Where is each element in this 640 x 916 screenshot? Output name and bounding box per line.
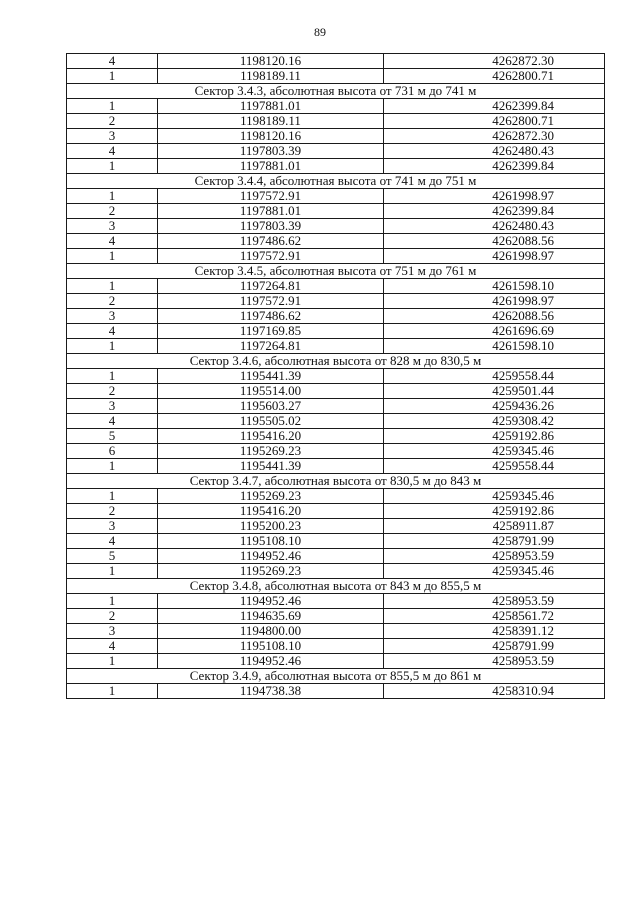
sector-header-row [67, 264, 605, 279]
sector-title: Сектор 3.4.3, абсолютная высота от 731 м до 741 м [67, 84, 605, 99]
point-row [67, 324, 605, 339]
point-number: 1 [67, 99, 158, 114]
x-coordinate: 1197486.62 [158, 309, 384, 324]
point-row [67, 114, 605, 129]
point-row [67, 99, 605, 114]
y-coordinate: 4262480.43 [384, 219, 605, 234]
x-coordinate: 1195603.27 [158, 399, 384, 414]
point-row [67, 309, 605, 324]
y-coordinate: 4259436.26 [384, 399, 605, 414]
x-coordinate: 1195505.02 [158, 414, 384, 429]
point-row [67, 594, 605, 609]
y-coordinate: 4262800.71 [384, 69, 605, 84]
point-row [67, 54, 605, 69]
x-coordinate: 1195441.39 [158, 369, 384, 384]
point-row [67, 369, 605, 384]
point-row [67, 654, 605, 669]
x-coordinate: 1194635.69 [158, 609, 384, 624]
point-row [67, 444, 605, 459]
x-coordinate: 1195108.10 [158, 534, 384, 549]
point-row [67, 249, 605, 264]
point-row [67, 219, 605, 234]
point-row [67, 159, 605, 174]
point-number: 1 [67, 489, 158, 504]
point-number: 3 [67, 519, 158, 534]
point-row [67, 189, 605, 204]
point-number: 6 [67, 444, 158, 459]
point-number: 1 [67, 594, 158, 609]
sector-header-row [67, 579, 605, 594]
y-coordinate: 4258391.12 [384, 624, 605, 639]
point-number: 1 [67, 159, 158, 174]
y-coordinate: 4261998.97 [384, 189, 605, 204]
point-number: 3 [67, 219, 158, 234]
sector-title: Сектор 3.4.9, абсолютная высота от 855,5 м до 861 м [67, 669, 605, 684]
point-number: 4 [67, 414, 158, 429]
point-row [67, 279, 605, 294]
y-coordinate: 4262872.30 [384, 54, 605, 69]
point-number: 4 [67, 144, 158, 159]
sector-header-row [67, 474, 605, 489]
point-row [67, 609, 605, 624]
x-coordinate: 1197169.85 [158, 324, 384, 339]
point-number: 2 [67, 384, 158, 399]
x-coordinate: 1198189.11 [158, 114, 384, 129]
y-coordinate: 4259558.44 [384, 369, 605, 384]
point-number: 4 [67, 534, 158, 549]
x-coordinate: 1198189.11 [158, 69, 384, 84]
point-number: 1 [67, 249, 158, 264]
point-row [67, 384, 605, 399]
sector-title: Сектор 3.4.4, абсолютная высота от 741 м до 751 м [67, 174, 605, 189]
x-coordinate: 1197264.81 [158, 339, 384, 354]
x-coordinate: 1195269.23 [158, 444, 384, 459]
point-row [67, 519, 605, 534]
point-number: 2 [67, 609, 158, 624]
sector-title: Сектор 3.4.5, абсолютная высота от 751 м до 761 м [67, 264, 605, 279]
y-coordinate: 4258953.59 [384, 654, 605, 669]
x-coordinate: 1197264.81 [158, 279, 384, 294]
x-coordinate: 1197486.62 [158, 234, 384, 249]
sector-header-row [67, 669, 605, 684]
point-number: 3 [67, 309, 158, 324]
point-row [67, 564, 605, 579]
y-coordinate: 4258911.87 [384, 519, 605, 534]
sector-header-row [67, 354, 605, 369]
x-coordinate: 1195416.20 [158, 429, 384, 444]
x-coordinate: 1194952.46 [158, 594, 384, 609]
x-coordinate: 1197803.39 [158, 144, 384, 159]
y-coordinate: 4262800.71 [384, 114, 605, 129]
point-row [67, 234, 605, 249]
y-coordinate: 4261598.10 [384, 279, 605, 294]
y-coordinate: 4258310.94 [384, 684, 605, 699]
y-coordinate: 4258953.59 [384, 594, 605, 609]
point-number: 5 [67, 429, 158, 444]
point-number: 1 [67, 459, 158, 474]
y-coordinate: 4258561.72 [384, 609, 605, 624]
point-row [67, 339, 605, 354]
point-number: 1 [67, 564, 158, 579]
point-number: 1 [67, 279, 158, 294]
sector-title: Сектор 3.4.8, абсолютная высота от 843 м до 855,5 м [67, 579, 605, 594]
y-coordinate: 4258791.99 [384, 639, 605, 654]
point-row [67, 549, 605, 564]
point-row [67, 684, 605, 699]
sector-title: Сектор 3.4.7, абсолютная высота от 830,5 м до 843 м [67, 474, 605, 489]
sector-header-row [67, 174, 605, 189]
point-number: 1 [67, 339, 158, 354]
point-number: 4 [67, 324, 158, 339]
x-coordinate: 1194952.46 [158, 549, 384, 564]
point-row [67, 294, 605, 309]
point-number: 2 [67, 204, 158, 219]
x-coordinate: 1197572.91 [158, 294, 384, 309]
x-coordinate: 1195416.20 [158, 504, 384, 519]
y-coordinate: 4259345.46 [384, 564, 605, 579]
y-coordinate: 4259345.46 [384, 444, 605, 459]
x-coordinate: 1198120.16 [158, 129, 384, 144]
point-number: 1 [67, 684, 158, 699]
x-coordinate: 1195108.10 [158, 639, 384, 654]
y-coordinate: 4261696.69 [384, 324, 605, 339]
sector-header-row [67, 84, 605, 99]
x-coordinate: 1197572.91 [158, 189, 384, 204]
point-number: 1 [67, 69, 158, 84]
y-coordinate: 4258953.59 [384, 549, 605, 564]
point-number: 1 [67, 654, 158, 669]
point-row [67, 489, 605, 504]
x-coordinate: 1197803.39 [158, 219, 384, 234]
point-row [67, 414, 605, 429]
y-coordinate: 4259192.86 [384, 429, 605, 444]
x-coordinate: 1194800.00 [158, 624, 384, 639]
x-coordinate: 1194738.38 [158, 684, 384, 699]
point-number: 3 [67, 399, 158, 414]
y-coordinate: 4259501.44 [384, 384, 605, 399]
point-row [67, 639, 605, 654]
point-number: 5 [67, 549, 158, 564]
x-coordinate: 1195269.23 [158, 564, 384, 579]
point-number: 3 [67, 129, 158, 144]
coordinates-table [66, 53, 605, 699]
x-coordinate: 1195200.23 [158, 519, 384, 534]
point-row [67, 204, 605, 219]
point-row [67, 624, 605, 639]
point-number: 2 [67, 114, 158, 129]
point-row [67, 129, 605, 144]
y-coordinate: 4261998.97 [384, 249, 605, 264]
point-number: 4 [67, 54, 158, 69]
y-coordinate: 4262872.30 [384, 129, 605, 144]
y-coordinate: 4261598.10 [384, 339, 605, 354]
x-coordinate: 1197881.01 [158, 204, 384, 219]
y-coordinate: 4262399.84 [384, 159, 605, 174]
point-number: 4 [67, 639, 158, 654]
point-row [67, 534, 605, 549]
y-coordinate: 4262088.56 [384, 309, 605, 324]
point-row [67, 69, 605, 84]
y-coordinate: 4262088.56 [384, 234, 605, 249]
coordinates-table-body [67, 54, 605, 699]
y-coordinate: 4261998.97 [384, 294, 605, 309]
y-coordinate: 4259345.46 [384, 489, 605, 504]
point-row [67, 144, 605, 159]
y-coordinate: 4259308.42 [384, 414, 605, 429]
x-coordinate: 1195269.23 [158, 489, 384, 504]
sector-title: Сектор 3.4.6, абсолютная высота от 828 м до 830,5 м [67, 354, 605, 369]
point-number: 4 [67, 234, 158, 249]
x-coordinate: 1195514.00 [158, 384, 384, 399]
x-coordinate: 1197881.01 [158, 99, 384, 114]
x-coordinate: 1194952.46 [158, 654, 384, 669]
x-coordinate: 1197881.01 [158, 159, 384, 174]
point-number: 1 [67, 189, 158, 204]
point-number: 2 [67, 294, 158, 309]
point-row [67, 459, 605, 474]
x-coordinate: 1198120.16 [158, 54, 384, 69]
point-row [67, 429, 605, 444]
point-row [67, 399, 605, 414]
point-number: 1 [67, 369, 158, 384]
y-coordinate: 4262480.43 [384, 144, 605, 159]
y-coordinate: 4259192.86 [384, 504, 605, 519]
y-coordinate: 4262399.84 [384, 99, 605, 114]
point-row [67, 504, 605, 519]
page-number: 89 [314, 25, 326, 39]
y-coordinate: 4258791.99 [384, 534, 605, 549]
y-coordinate: 4259558.44 [384, 459, 605, 474]
y-coordinate: 4262399.84 [384, 204, 605, 219]
x-coordinate: 1195441.39 [158, 459, 384, 474]
point-number: 2 [67, 504, 158, 519]
point-number: 3 [67, 624, 158, 639]
x-coordinate: 1197572.91 [158, 249, 384, 264]
